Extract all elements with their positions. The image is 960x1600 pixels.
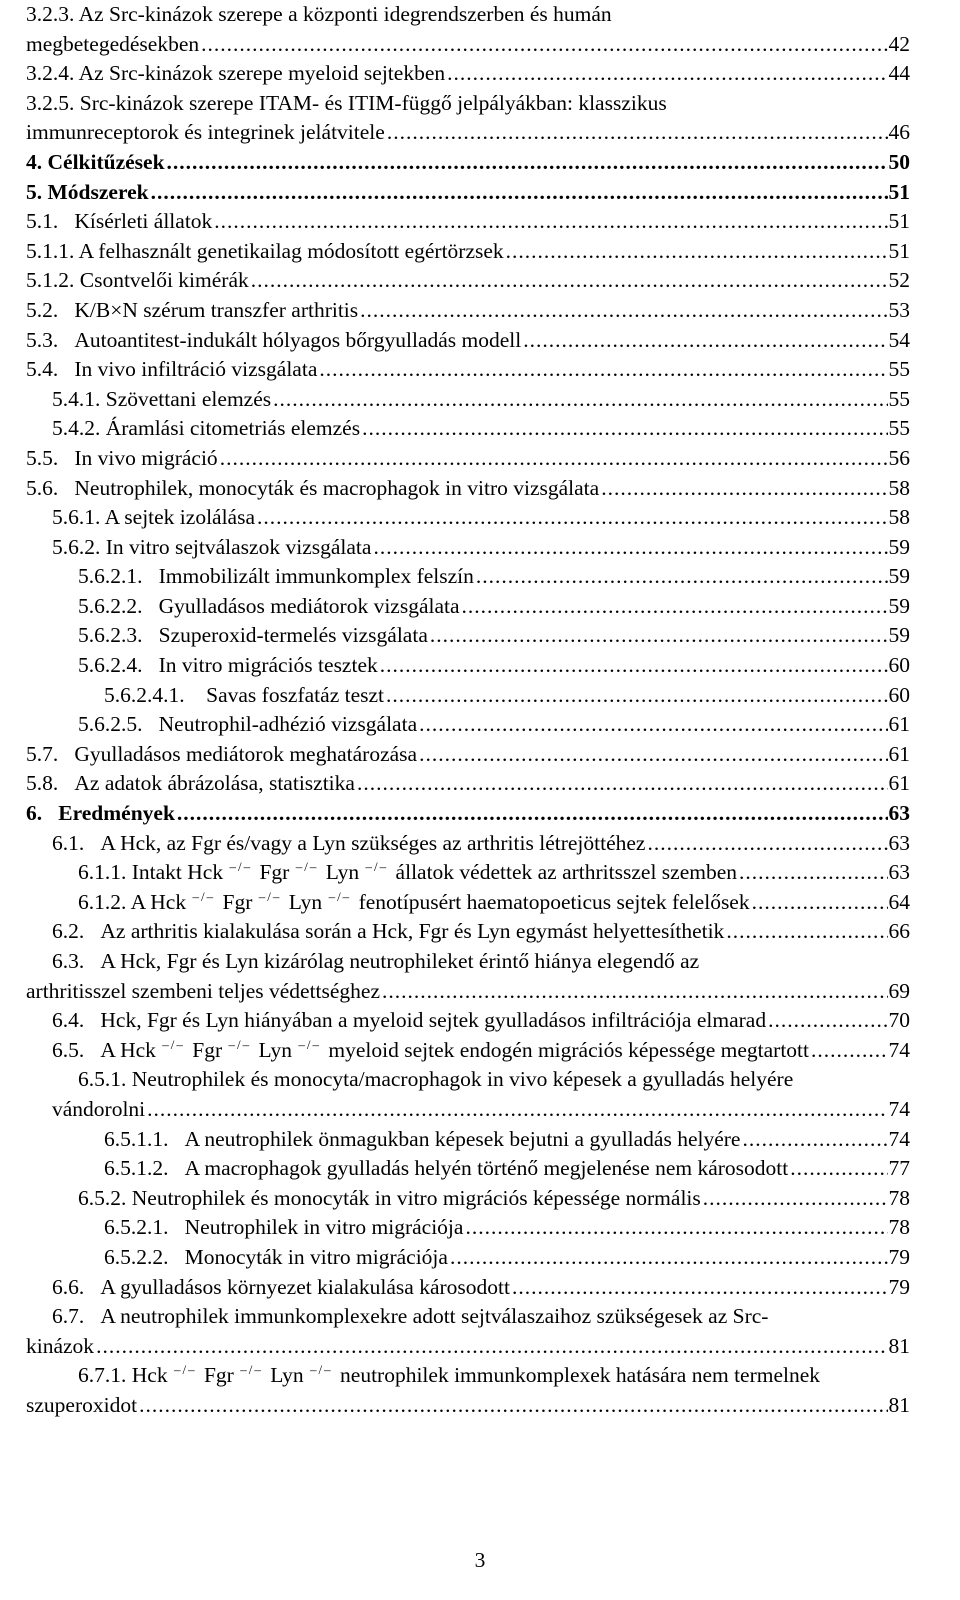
toc-entry-page: 51	[888, 237, 911, 267]
toc-entry[interactable]	[26, 592, 910, 622]
toc-entry[interactable]	[26, 1273, 910, 1303]
toc-entry[interactable]	[26, 326, 910, 356]
leader-dots	[647, 829, 887, 859]
toc-entry-page: 69	[888, 977, 911, 1007]
toc-entry-page: 74	[888, 1095, 911, 1125]
leader-dots	[380, 651, 888, 681]
toc-entry[interactable]	[26, 710, 910, 740]
toc-entry-title: 5.6.2.4.1. Savas foszfatáz teszt	[104, 681, 386, 711]
toc-entry-page: 74	[888, 1036, 911, 1066]
toc-entry-page: 53	[888, 296, 911, 326]
toc-entry-title: 6.5.2.1. Neutrophilek in vitro migrációja	[104, 1213, 465, 1243]
toc-entry-title: 6.2. Az arthritis kialakulása során a Hck, Fgr és Lyn egymást helyettesíthetik	[52, 917, 726, 947]
toc-entry[interactable]	[26, 769, 910, 799]
leader-dots	[357, 769, 888, 799]
toc-entry[interactable]	[26, 1125, 910, 1155]
toc-entry-title: 6.5. A Hck –/– Fgr –/– Lyn –/– myeloid sejtek endogén migrációs képessége megtartott	[52, 1036, 811, 1068]
toc-entry[interactable]	[26, 1036, 910, 1066]
toc-entry-title: 5.6.2.5. Neutrophil-adhézió vizsgálata	[78, 710, 419, 740]
toc-entry-title: 5.2. K/B×N szérum transzfer arthritis	[26, 296, 360, 326]
toc-entry-page: 61	[888, 710, 911, 740]
leader-dots	[430, 621, 888, 651]
toc-entry[interactable]	[26, 562, 910, 592]
leader-dots	[726, 917, 887, 947]
toc-entry[interactable]	[26, 148, 910, 178]
toc-entry-title: 5.4. In vivo infiltráció vizsgálata	[26, 355, 319, 385]
toc-entry-title: 6.1.1. Intakt Hck –/– Fgr –/– Lyn –/– állatok védettek az arthritsszel szemben	[78, 858, 739, 890]
toc-entry[interactable]	[26, 30, 910, 60]
leader-dots	[96, 1332, 887, 1362]
toc-entry-page: 59	[888, 533, 911, 563]
toc-entry-page: 63	[888, 799, 911, 829]
toc-entry[interactable]	[26, 178, 910, 208]
leader-dots	[790, 1154, 887, 1184]
toc-entry[interactable]	[26, 1213, 910, 1243]
leader-dots	[220, 444, 888, 474]
leader-dots	[450, 1243, 888, 1273]
leader-dots	[465, 1213, 887, 1243]
toc-entry-page: 81	[888, 1332, 911, 1362]
leader-dots	[419, 710, 887, 740]
toc-entry[interactable]	[26, 799, 910, 829]
toc-entry[interactable]	[26, 651, 910, 681]
toc-entry[interactable]	[26, 681, 910, 711]
leader-dots	[151, 178, 888, 208]
toc-entry-title: kinázok	[26, 1332, 96, 1362]
toc-entry-title: 5.4.1. Szövettani elemzés	[52, 385, 273, 415]
toc-entry-title: immunreceptorok és integrinek jelátvitele	[26, 118, 387, 148]
toc-entry-title: megbetegedésekben	[26, 30, 201, 60]
toc-entry-page: 66	[888, 917, 911, 947]
leader-dots	[362, 414, 887, 444]
toc-entry-page: 46	[888, 118, 911, 148]
toc-entry-title: 3.2.5. Src-kinázok szerepe ITAM- és ITIM-függő jelpályákban: klasszikus	[26, 90, 667, 115]
toc-entry-page: 81	[888, 1391, 911, 1421]
toc-entry[interactable]	[26, 947, 910, 977]
toc-entry-title: 5.1.1. A felhasznált genetikailag módosított egértörzsek	[26, 237, 506, 267]
leader-dots	[177, 799, 888, 829]
leader-dots	[147, 1095, 887, 1125]
toc-entry[interactable]	[26, 740, 910, 770]
toc-entry[interactable]	[26, 1006, 910, 1036]
leader-dots	[739, 858, 887, 888]
toc-entry-page: 63	[888, 858, 911, 888]
leader-dots	[512, 1273, 888, 1303]
toc-entry[interactable]	[26, 414, 910, 444]
toc-entry-page: 77	[888, 1154, 911, 1184]
toc-entry-title: 5.6.2.2. Gyulladásos mediátorok vizsgálata	[78, 592, 462, 622]
toc-entry[interactable]	[26, 1243, 910, 1273]
toc-entry-page: 56	[888, 444, 911, 474]
toc-entry-title: 6.3. A Hck, Fgr és Lyn kizárólag neutrophileket érintő hiánya elegendő az	[52, 949, 700, 973]
toc-entry-title: 6.5.2.2. Monocyták in vitro migrációja	[104, 1243, 450, 1273]
toc-entry-title: 6.4. Hck, Fgr és Lyn hiányában a myeloid sejtek gyulladásos infiltrációja elmarad	[52, 1006, 768, 1036]
leader-dots	[373, 533, 887, 563]
toc-entry-page: 59	[888, 562, 911, 592]
toc-entry[interactable]	[26, 621, 910, 651]
toc-entry[interactable]	[26, 207, 910, 237]
page-number: 3	[474, 1548, 486, 1572]
toc-entry-page: 51	[888, 178, 911, 208]
table-of-contents	[26, 0, 910, 1421]
toc-entry-title: 6.1.2. A Hck –/– Fgr –/– Lyn –/– fenotípusért haematopoeticus sejtek felelősek	[78, 888, 752, 920]
toc-entry-title: 6.5.1. Neutrophilek és monocyta/macrophagok in vivo képesek a gyulladás helyére	[78, 1067, 794, 1092]
leader-dots	[768, 1006, 887, 1036]
toc-entry[interactable]	[26, 917, 910, 947]
leader-dots	[319, 355, 887, 385]
leader-dots	[387, 118, 888, 148]
toc-entry-page: 79	[888, 1273, 911, 1303]
leader-dots	[273, 385, 887, 415]
leader-dots	[752, 888, 888, 918]
toc-entry-page: 52	[888, 266, 911, 296]
toc-entry-page: 58	[888, 503, 911, 533]
toc-entry-page: 42	[888, 30, 911, 60]
toc-entry-page: 55	[888, 385, 911, 415]
toc-entry-page: 60	[888, 681, 911, 711]
toc-entry-title: 6.7. A neutrophilek immunkomplexekre adott sejtválaszaihoz szükségesek az Src-	[52, 1304, 769, 1329]
toc-entry-title: 5.6.2.4. In vitro migrációs tesztek	[78, 651, 380, 681]
toc-entry[interactable]	[26, 533, 910, 563]
toc-entry[interactable]	[26, 237, 910, 267]
toc-entry-title: 5.6.2. In vitro sejtválaszok vizsgálata	[52, 533, 373, 563]
toc-entry[interactable]	[26, 1302, 910, 1332]
toc-entry[interactable]	[26, 1332, 910, 1362]
toc-entry-title: 5.6. Neutrophilek, monocyták és macrophagok in vitro vizsgálata	[26, 474, 601, 504]
toc-entry[interactable]	[26, 296, 910, 326]
toc-entry-title: arthritisszel szembeni teljes védettséghez	[26, 977, 382, 1007]
toc-entry-title: 6.5.1.2. A macrophagok gyulladás helyén történő megjelenése nem károsodott	[104, 1154, 790, 1184]
toc-entry[interactable]	[26, 444, 910, 474]
toc-entry-page: 55	[888, 414, 911, 444]
leader-dots	[476, 562, 888, 592]
toc-entry-page: 78	[888, 1184, 911, 1214]
leader-dots	[257, 503, 887, 533]
leader-dots	[214, 207, 887, 237]
toc-entry-page: 70	[888, 1006, 911, 1036]
toc-entry-page: 78	[888, 1213, 911, 1243]
toc-entry-page: 58	[888, 474, 911, 504]
toc-entry-title: 5.1. Kísérleti állatok	[26, 207, 214, 237]
toc-entry-page: 44	[888, 59, 911, 89]
toc-entry-page: 59	[888, 621, 911, 651]
toc-entry-title: 6.1. A Hck, az Fgr és/vagy a Lyn szükséges az arthritis létrejöttéhez	[52, 829, 647, 859]
leader-dots	[382, 977, 887, 1007]
toc-entry[interactable]	[26, 1391, 910, 1421]
toc-entry[interactable]	[26, 1095, 910, 1125]
leader-dots	[601, 474, 887, 504]
toc-entry-title: 6. Eredmények	[26, 799, 177, 829]
leader-dots	[462, 592, 888, 622]
toc-entry-title: vándorolni	[52, 1095, 147, 1125]
toc-entry-page: 60	[888, 651, 911, 681]
toc-entry-title: 5.6.1. A sejtek izolálása	[52, 503, 257, 533]
toc-entry-title: 5.7. Gyulladásos mediátorok meghatározása	[26, 740, 419, 770]
toc-entry-title: 5.5. In vivo migráció	[26, 444, 220, 474]
toc-entry[interactable]	[26, 89, 910, 119]
toc-entry-title: 5.6.2.1. Immobilizált immunkomplex felszín	[78, 562, 476, 592]
leader-dots	[506, 237, 888, 267]
toc-entry[interactable]	[26, 1154, 910, 1184]
toc-entry-title: 6.7.1. Hck –/– Fgr –/– Lyn –/– neutrophilek immunkomplexek hatására nem termelnek	[78, 1362, 821, 1388]
toc-entry-page: 63	[888, 829, 911, 859]
toc-entry-page: 50	[888, 148, 911, 178]
toc-entry[interactable]	[26, 829, 910, 859]
toc-entry-page: 59	[888, 592, 911, 622]
toc-entry[interactable]	[26, 977, 910, 1007]
leader-dots	[201, 30, 887, 60]
toc-entry[interactable]	[26, 474, 910, 504]
toc-entry[interactable]	[26, 59, 910, 89]
toc-entry-title: 6.5.1.1. A neutrophilek önmagukban képesek bejutni a gyulladás helyére	[104, 1125, 742, 1155]
toc-entry[interactable]	[26, 503, 910, 533]
toc-entry-page: 64	[888, 888, 911, 918]
leader-dots	[447, 59, 887, 89]
toc-entry[interactable]	[26, 1361, 910, 1391]
toc-entry-title: 5.6.2.3. Szuperoxid-termelés vizsgálata	[78, 621, 430, 651]
toc-entry-title: 3.2.3. Az Src-kinázok szerepe a központi idegrendszerben és humán	[26, 2, 612, 26]
toc-entry-title: szuperoxidot	[26, 1391, 139, 1421]
leader-dots	[742, 1125, 887, 1155]
toc-entry-page: 61	[888, 740, 911, 770]
toc-entry[interactable]	[26, 118, 910, 148]
leader-dots	[139, 1391, 887, 1421]
toc-entry-title: 6.5.2. Neutrophilek és monocyták in vitro migrációs képessége normális	[78, 1184, 703, 1214]
toc-entry-title: 4. Célkitűzések	[26, 148, 167, 178]
toc-entry-title: 5.4.2. Áramlási citometriás elemzés	[52, 414, 362, 444]
toc-entry[interactable]	[26, 355, 910, 385]
toc-entry-page: 61	[888, 769, 911, 799]
toc-entry-page: 51	[888, 207, 911, 237]
leader-dots	[386, 681, 887, 711]
leader-dots	[811, 1036, 888, 1066]
toc-entry[interactable]	[26, 1065, 910, 1095]
toc-entry-title: 5.1.2. Csontvelői kimérák	[26, 266, 251, 296]
leader-dots	[703, 1184, 888, 1214]
toc-entry[interactable]	[26, 1184, 910, 1214]
toc-entry-title: 5.3. Autoantitest-indukált hólyagos bőrgyulladás modell	[26, 326, 523, 356]
leader-dots	[419, 740, 887, 770]
toc-entry[interactable]	[26, 0, 910, 30]
toc-entry[interactable]	[26, 888, 910, 918]
toc-entry-page: 55	[888, 355, 911, 385]
toc-entry-title: 6.6. A gyulladásos környezet kialakulása károsodott	[52, 1273, 512, 1303]
toc-entry-page: 54	[888, 326, 911, 356]
toc-entry-title: 3.2.4. Az Src-kinázok szerepe myeloid sejtekben	[26, 59, 447, 89]
leader-dots	[523, 326, 887, 356]
toc-entry-page: 79	[888, 1243, 911, 1273]
toc-entry[interactable]	[26, 385, 910, 415]
toc-entry[interactable]	[26, 858, 910, 888]
toc-entry-page: 74	[888, 1125, 911, 1155]
toc-entry[interactable]	[26, 266, 910, 296]
toc-entry-title: 5. Módszerek	[26, 178, 151, 208]
leader-dots	[167, 148, 888, 178]
toc-entry-title: 5.8. Az adatok ábrázolása, statisztika	[26, 769, 357, 799]
leader-dots	[251, 266, 888, 296]
leader-dots	[360, 296, 887, 326]
